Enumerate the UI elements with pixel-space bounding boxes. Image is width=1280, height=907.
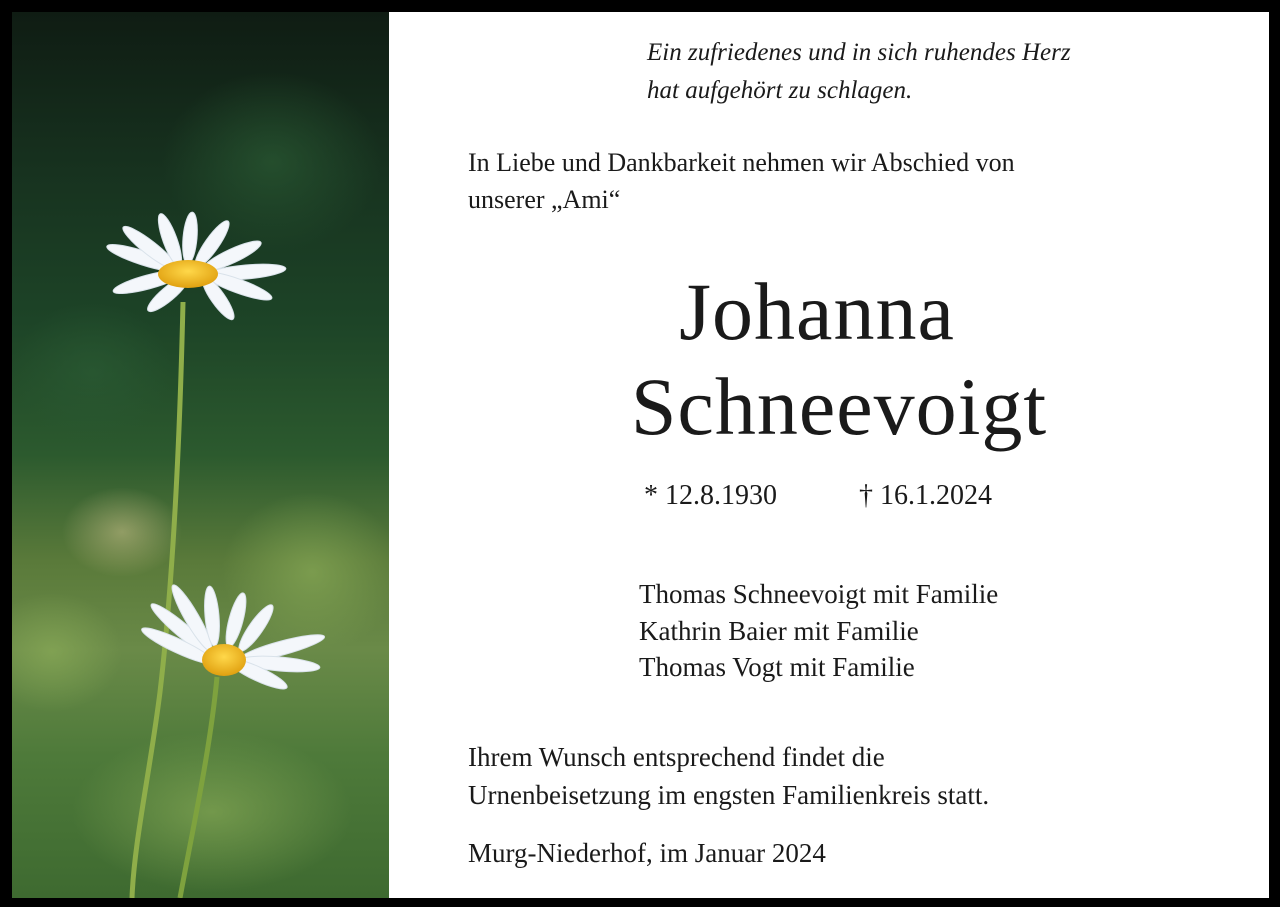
- burial-notice: [468, 738, 989, 814]
- notice-line: Urnenbeisetzung im engsten Familienkreis statt.: [468, 780, 990, 810]
- motto-line: Ein zufriedenes und in sich ruhendes Herz: [647, 39, 1071, 66]
- birth-date: * 12.8.1930: [644, 480, 777, 511]
- death-date: † 16.1.2024: [859, 480, 992, 511]
- deceased-first-name: Johanna: [679, 266, 955, 357]
- motto-text: [647, 34, 1071, 110]
- daisy-flowers-photo: [12, 12, 389, 898]
- place-and-date: Murg-Niederhof, im Januar 2024: [468, 838, 826, 868]
- text-panel: [389, 12, 1269, 898]
- mourner-name: Thomas Vogt mit Familie: [639, 652, 915, 682]
- intro-line: In Liebe und Dankbarkeit nehmen wir Abschied von: [468, 148, 1015, 177]
- motto-line: hat aufgehört zu schlagen.: [647, 77, 913, 104]
- mourners-list: [639, 576, 998, 686]
- intro-text: [468, 144, 1015, 218]
- notice-line: Ihrem Wunsch entsprechend findet die: [468, 742, 885, 772]
- mourner-name: Thomas Schneevoigt mit Familie: [639, 579, 999, 609]
- mourner-name: Kathrin Baier mit Familie: [639, 615, 919, 646]
- deceased-last-name: Schneevoigt: [630, 361, 1048, 452]
- intro-line: unserer „Ami“: [468, 185, 621, 214]
